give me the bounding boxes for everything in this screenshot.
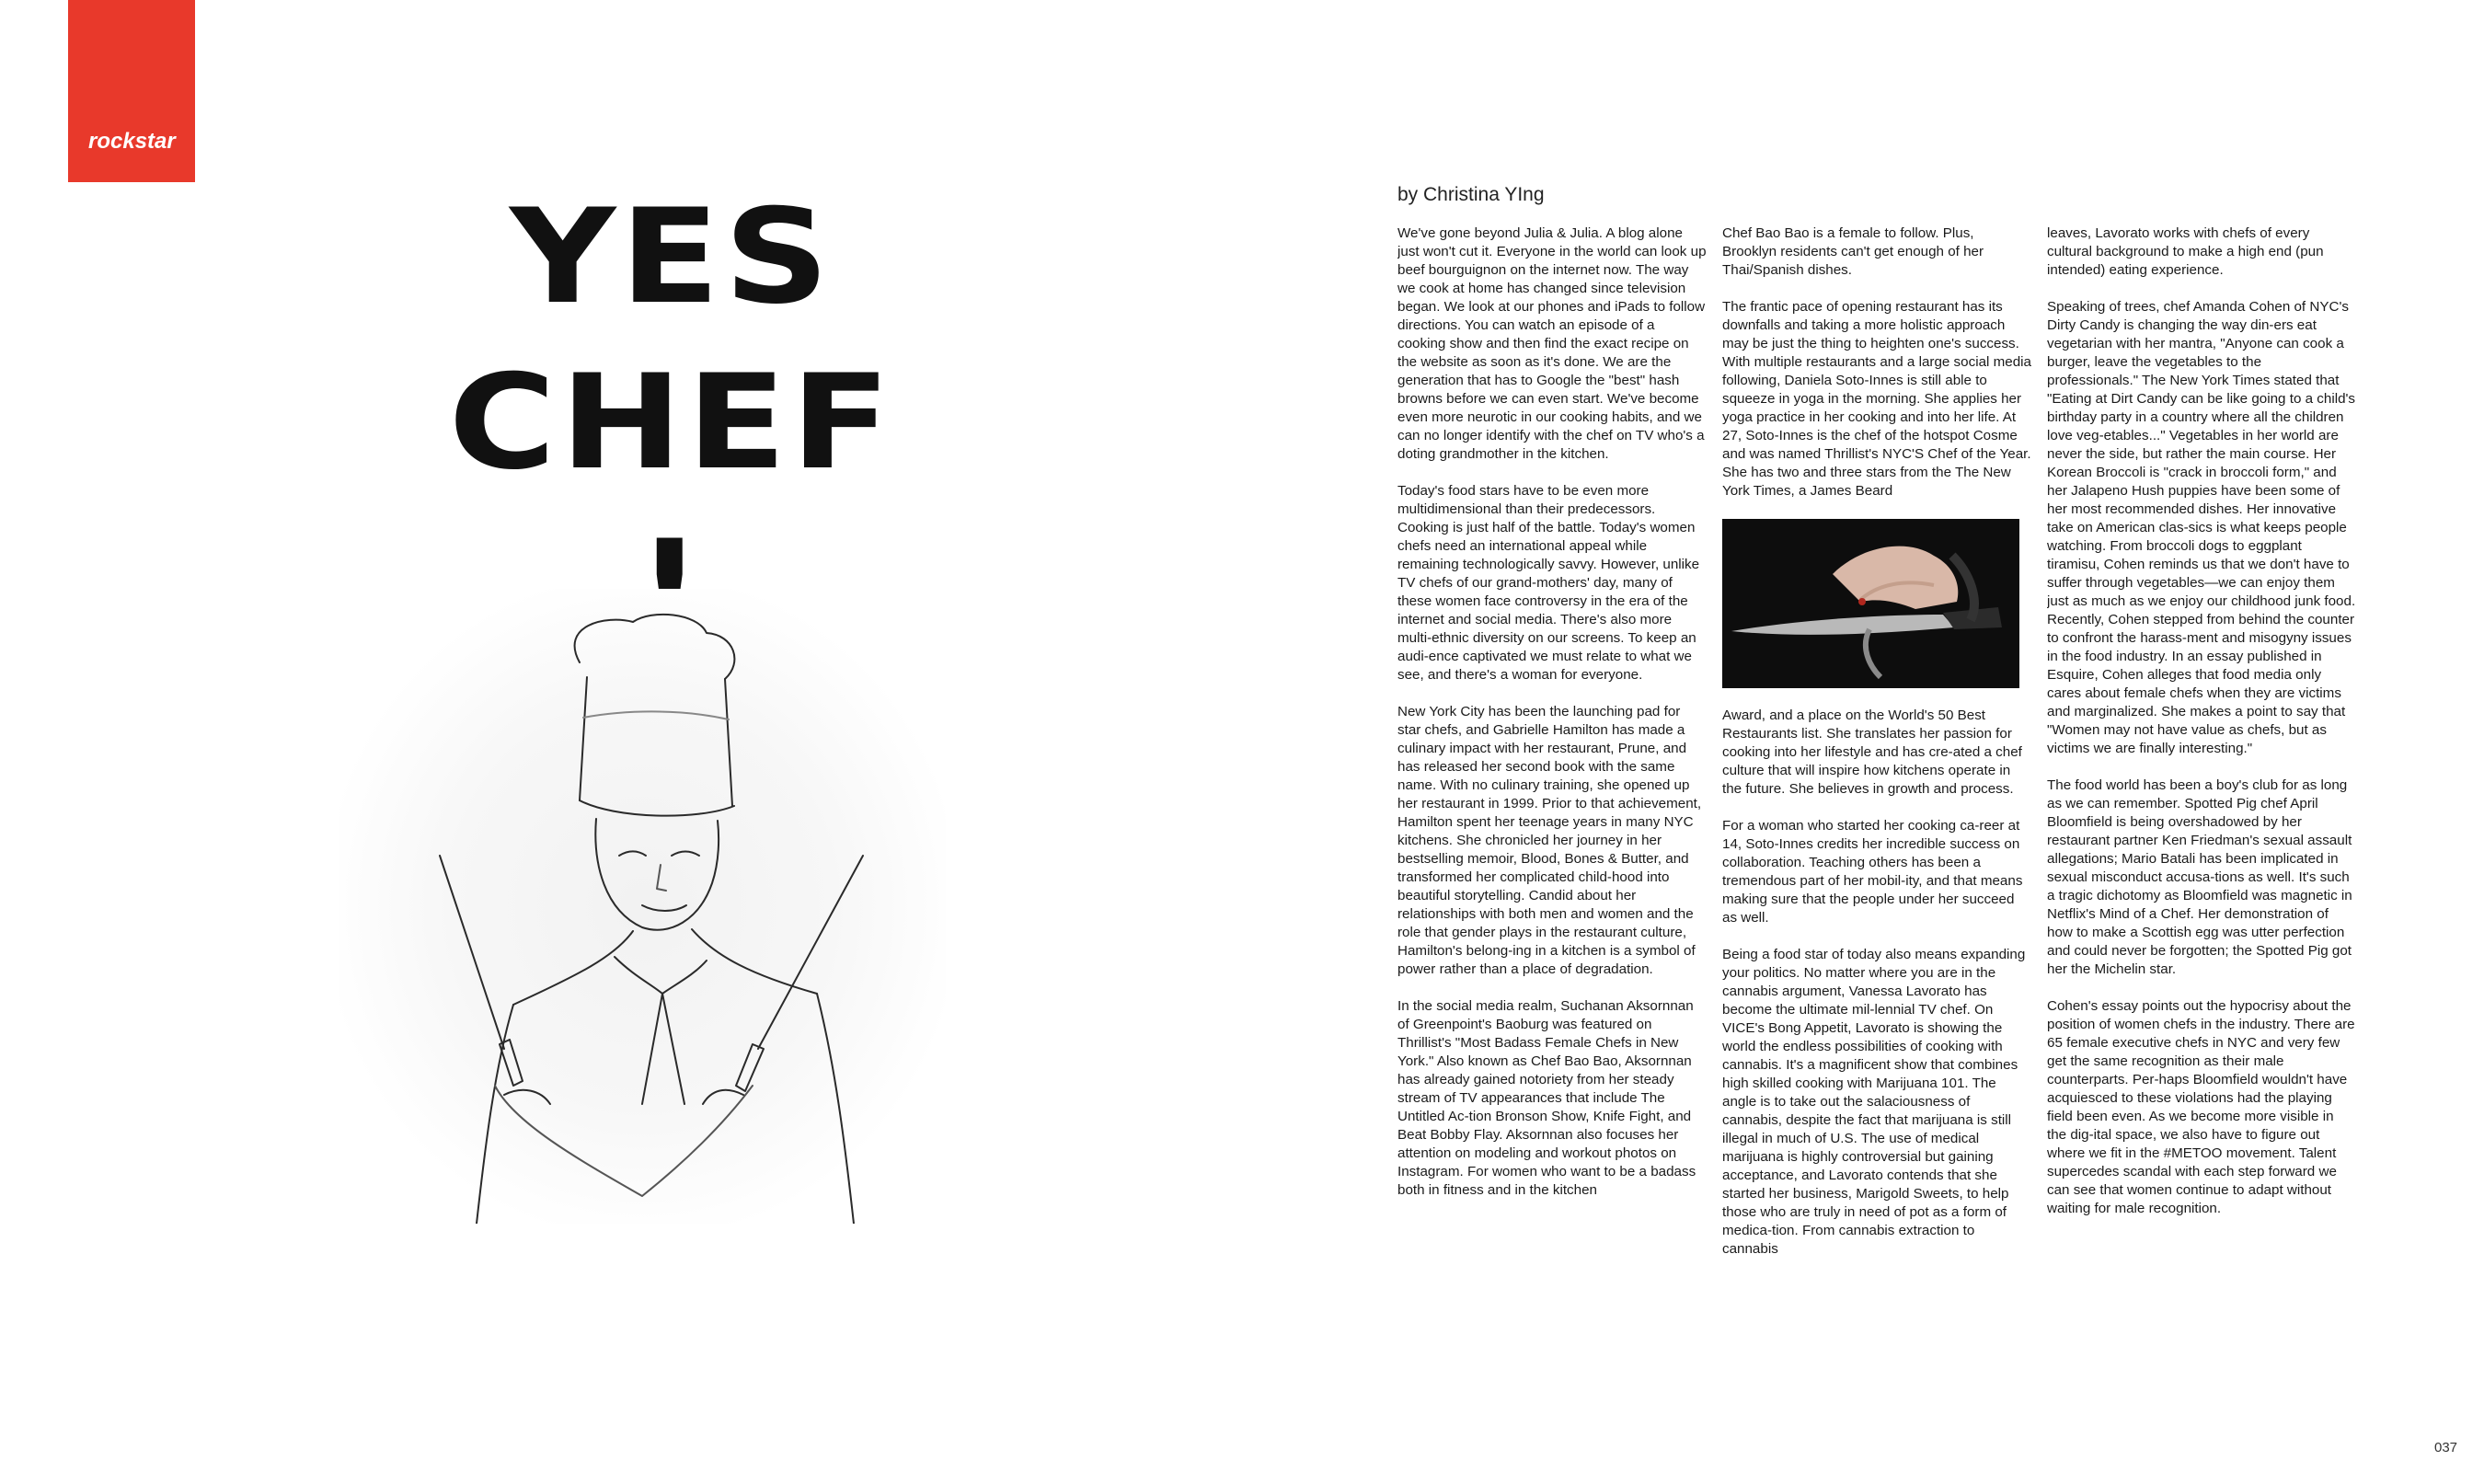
article-column-3 bbox=[2047, 224, 2356, 1329]
paragraph: Award, and a place on the World's 50 Best Restaurants list. She translates her passion for cooking into her lifestyle and has cre-ated a chef culture that will inspire how kitchens operate in the future. She believes in growth and process. bbox=[1722, 707, 2022, 797]
headline-line-1: YES bbox=[510, 181, 834, 333]
chef-sketch-icon bbox=[339, 589, 946, 1224]
byline: by Christina YIng bbox=[1397, 184, 1545, 205]
paragraph: The frantic pace of opening restaurant has its downfalls and taking a more holistic approach may be just the thing to heighten one's success. With multiple restaurants and a large social media following, Daniela Soto-Innes is still able to squeeze in yoga in the morning. She applies her yoga practice in her cooking and into her life. At 27, Soto-Innes is the chef of the hotspot Cosme and was named Thrillist's NYC'S Chef of the Year. She has two and three stars from the The New York Times, a James Beard bbox=[1722, 299, 2031, 499]
paragraph: The food world has been a boy's club for as long as we can remember. Spotted Pig chef April Bloomfield is being overshadowed by her restaurant partner Ken Friedman's sexual assault allegations; Mario Batali has been implicated in sexual misconduct accusa-tions as well. It's such a tragic dichotomy as Bloomfield was magnetic in Netflix's Mind of a Chef. Her demonstration of how to make a Scottish egg was utter perfection and could never be forgotten; the Spotted Pig got her the Michelin star. bbox=[2047, 777, 2352, 977]
paragraph: Cohen's essay points out the hypocrisy about the position of women chefs in the industry. There are 65 female executive chefs in NYC and very few get the same recognition as their male counterparts. Per-haps Bloomfield wouldn't have acquiesced to these violations had the playing field been even. As we become more visible in the dig-ital space, we also have to figure out where we fit in the #METOO movement. Talent supercedes scandal with each step forward we can see that women continue to adapt without waiting for male recognition. bbox=[2047, 998, 2355, 1216]
paragraph: Today's food stars have to be even more multidimensional than their predecessors. Cooking is just half of the battle. Today's women chefs need an international appeal while remaining technologically savvy. However, unlike TV chefs of our grand-mothers' day, many of these women face controversy in the era of the internet and social media. There's also more multi-ethnic diversity on our screens. To keep an audi-ence captivated we must relate to what we see, and there's a woman for everyone. bbox=[1397, 483, 1700, 683]
paragraph: In the social media realm, Suchanan Aksornnan of Greenpoint's Baoburg was featured on Thrillist's "Most Badass Female Chefs in New York." Also known as Chef Bao Bao, Aksornnan has already gained notoriety from her steady stream of TV appearances that include The Untitled Ac-tion Bronson Show, Knife Fight, and Beat Bobby Flay. Aksornnan also focuses her attention on modeling and workout photos on Instagram. For women who want to be a badass both in fitness and in the kitchen bbox=[1397, 998, 1696, 1198]
paragraph: leaves, Lavorato works with chefs of every cultural background to make a high end (pun intended) eating experience. bbox=[2047, 225, 2324, 278]
paragraph: Speaking of trees, chef Amanda Cohen of NYC's Dirty Candy is changing the way din-ers eat vegetarian with her mantra, "Anyone can cook a burger, leave the vegetables to the professionals." The New York Times stated that "Eating at Dirt Candy can be like going to a child's birthday party in a country where all the children love veg-etables..." Vegetables in her world are never the side, but rather the main course. Her Korean Broccoli is "crack in broccoli form," and her Jalapeno Hush puppies have been some of her most recommended dishes. Her innovative take on American clas-sics is what keeps people watching. From broccoli dogs to eggplant tiramisu, Cohen reminds us that we don't have to suffer through vegetables—we can enjoy them just as much as we enjoy our childhood junk food. Recently, Cohen stepped from behind the counter to confront the harass-ment and misogyny issues in the food industry. In an essay published in Esquire, Cohen alleges that food media only cares about female chefs when they are victims and marginalized. She makes a point to say that "Women may not have value as chefs, but as victims we are finally interesting." bbox=[2047, 299, 2356, 756]
paragraph: New York City has been the launching pad for star chefs, and Gabrielle Hamilton has made a culinary impact with her restaurant, Prune, and has released her second book with the same name. With no culinary training, she opened up her restaurant in 1999. Prior to that achievement, Hamilton spent her teenage years in many NYC kitchens. She chronicled her journey in her bestselling memoir, Blood, Bones & Butter, and transformed her complicated child-hood into beautiful storytelling. Candid about her relationships with both men and women and the role that gender plays in the restaurant culture, Hamilton's belong-ing in a kitchen is a symbol of power rather than a place of degradation. bbox=[1397, 704, 1702, 977]
article-column-1 bbox=[1397, 224, 1707, 1329]
headline-line-2: CHEF bbox=[448, 347, 895, 499]
chef-illustration bbox=[339, 589, 946, 1224]
page-number: 037 bbox=[2434, 1440, 2458, 1455]
paragraph: We've gone beyond Julia & Julia. A blog alone just won't cut it. Everyone in the world can look up beef bourguignon on the internet now. The way we cook at home has changed since television began. We look at our phones and iPads to follow directions. You can watch an episode of a cooking show and then find the exact recipe on the website as soon as it's done. We are the generation that has to Google the "best" hash browns before we can even start. We've become even more neurotic in our cooking habits, and we can no longer identify with the chef on TV who's a doting grandmother in the kitchen. bbox=[1397, 225, 1707, 462]
knife-hand-icon bbox=[1722, 519, 2019, 688]
section-label: rockstar bbox=[88, 129, 176, 154]
knife-photo bbox=[1722, 519, 2019, 688]
section-tab bbox=[68, 0, 195, 182]
paragraph: Being a food star of today also means expanding your politics. No matter where you are in the cannabis argument, Vanessa Lavorato has become the ultimate mil-lennial TV chef. On VICE's Bong Appetit, Lavorato is showing the world the endless possibilities of cooking with cannabis. It's a magnificent show that combines high skilled cooking with Marijuana 101. The angle is to take out the salaciousness of cannabis, despite the fact that marijuana is still illegal in much of U.S. The use of medical marijuana is highly controversial but gaining acceptance, and Lavorato contends that she started her business, Marigold Sweets, to help those who are truly in need of pot as a form of medica-tion. From cannabis extraction to cannabis bbox=[1722, 947, 2026, 1257]
paragraph: For a woman who started her cooking ca-reer at 14, Soto-Innes credits her incredible success on collaboration. Teaching others has been a tremendous part of her mobil-ity, and that means making sure that the people under her succeed as well. bbox=[1722, 818, 2023, 926]
article-column-2 bbox=[1722, 224, 2031, 1329]
paragraph: Chef Bao Bao is a female to follow. Plus, Brooklyn residents can't get enough of her Thai/Spanish dishes. bbox=[1722, 225, 1984, 278]
